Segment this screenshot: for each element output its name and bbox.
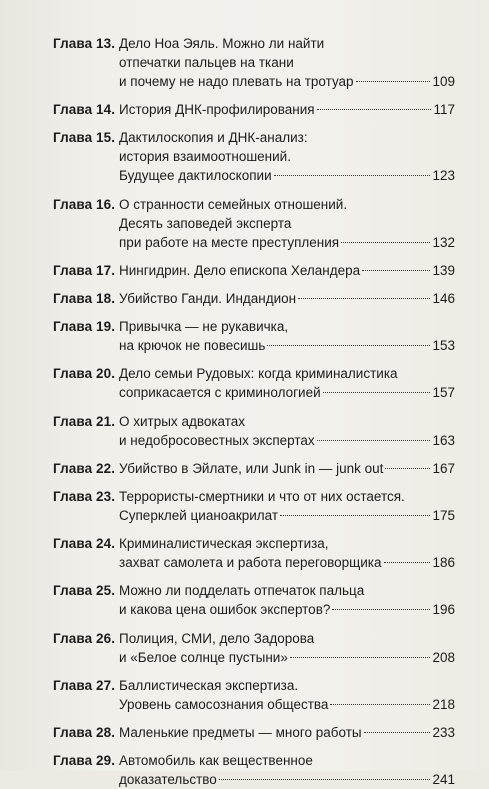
chapter-title <box>119 364 455 402</box>
dot-leader <box>356 81 431 82</box>
title-text: О хитрых адвокатах <box>119 413 246 429</box>
title-line <box>119 383 455 402</box>
title-line <box>119 676 455 695</box>
page-number: 186 <box>432 555 455 571</box>
page-number: 157 <box>432 385 455 401</box>
dot-leader <box>219 779 431 780</box>
title-line <box>119 128 455 147</box>
chapter-title <box>119 195 455 252</box>
title-line <box>119 72 455 91</box>
title-line <box>119 233 455 252</box>
chapter-title <box>119 317 455 355</box>
chapter-number: Глава 23. <box>53 489 116 504</box>
chapter-number: Глава 13. <box>53 36 116 51</box>
chapter-number: Глава 16. <box>53 196 116 212</box>
title-line <box>119 459 455 478</box>
title-text: Криминалистическая экспертиза, <box>119 536 329 552</box>
title-line <box>119 289 455 308</box>
chapter-title <box>119 34 455 91</box>
dot-leader <box>362 270 430 271</box>
chapter-number: Глава 25. <box>53 583 116 599</box>
title-text: Можно ли подделать отпечаток пальца <box>119 583 365 599</box>
title-line <box>119 648 455 667</box>
page-number: 218 <box>432 696 455 712</box>
dot-leader <box>364 732 431 733</box>
title-text: Уровень самосознания общества <box>119 696 329 712</box>
title-line <box>119 100 455 119</box>
title-line <box>119 214 455 233</box>
title-text: доказательство <box>119 772 217 788</box>
title-text: Дело семьи Рудовых: когда криминалистика <box>119 366 398 382</box>
title-line <box>119 53 455 72</box>
page-number: 196 <box>432 602 455 618</box>
title-line <box>119 412 455 431</box>
dot-leader <box>317 440 431 441</box>
page-number: 139 <box>432 262 455 278</box>
title-text: История ДНК-профилирования <box>119 102 315 118</box>
title-line <box>119 34 455 53</box>
page-number: 109 <box>432 74 455 89</box>
title-line <box>119 336 455 355</box>
page-number: 146 <box>432 291 455 306</box>
page-number: 241 <box>432 772 455 788</box>
page-number: 123 <box>432 168 455 184</box>
title-text: Будущее дактилоскопии <box>119 168 272 184</box>
title-text: Привычка — не рукавичка, <box>119 319 289 335</box>
page-number: 132 <box>432 234 455 250</box>
chapter-title <box>119 723 455 742</box>
chapter-number: Глава 29. <box>53 753 116 769</box>
dot-leader <box>280 515 430 516</box>
chapter-title <box>119 261 455 280</box>
page-number: 175 <box>432 508 455 523</box>
title-line <box>119 629 455 648</box>
title-text: на крючок не повесишь <box>119 338 266 354</box>
title-line <box>119 695 455 714</box>
title-line <box>119 317 455 336</box>
dot-leader <box>385 468 430 469</box>
chapter-number: Глава 19. <box>53 319 116 335</box>
chapter-number: Глава 21. <box>53 413 116 429</box>
title-text: Дело Ноа Эяль. Можно ли найти <box>119 36 325 51</box>
title-line <box>119 581 455 600</box>
chapter-title <box>119 676 455 714</box>
chapter-title <box>119 459 455 478</box>
page-number: 167 <box>432 460 455 476</box>
title-line <box>119 261 455 280</box>
chapter-number: Глава 18. <box>53 291 116 306</box>
title-text: и недобросовестных экспертах <box>119 432 315 448</box>
title-text: Нингидрин. Дело епископа Хеландера <box>119 262 361 278</box>
chapter-title <box>119 629 455 667</box>
dot-leader <box>290 657 431 658</box>
chapter-number: Глава 26. <box>53 630 116 646</box>
dot-leader <box>323 392 431 393</box>
title-line <box>119 553 455 572</box>
title-text: история взаимоотношений. <box>119 149 291 165</box>
dot-leader <box>330 704 430 705</box>
chapter-number: Глава 20. <box>53 366 116 382</box>
title-text: Баллистическая экспертиза. <box>119 677 299 693</box>
title-text: Маленькие предметы — много работы <box>119 725 362 740</box>
title-text: отпечатки пальцев на ткани <box>119 55 294 70</box>
page-number: 233 <box>432 725 455 740</box>
dot-leader <box>274 175 431 176</box>
title-text: и «Белое солнце пустыни» <box>119 649 288 665</box>
title-line <box>119 770 455 789</box>
title-text: Суперклей цианоакрилат <box>119 508 279 523</box>
title-text: Полиция, СМИ, дело Задорова <box>119 630 315 646</box>
chapter-number: Глава 14. <box>53 102 116 118</box>
title-text: Убийство в Эйлате, или Junk in — junk out <box>119 460 384 476</box>
title-text: при работе на месте преступления <box>119 234 340 250</box>
chapter-title <box>119 128 455 185</box>
chapter-title <box>119 534 455 572</box>
dot-leader <box>341 242 430 243</box>
title-line <box>119 751 455 770</box>
title-text: Десять заповедей эксперта <box>119 215 292 231</box>
chapter-number: Глава 22. <box>53 460 116 476</box>
chapter-number: Глава 15. <box>53 130 116 146</box>
title-line <box>119 166 455 185</box>
chapter-number: Глава 17. <box>53 262 116 278</box>
title-text: Террористы-смертники и что от них остается. <box>119 489 405 504</box>
title-line <box>119 506 455 525</box>
title-line <box>119 431 455 450</box>
page-number: 117 <box>433 102 455 118</box>
title-text: О странности семейных отношений. <box>119 196 348 212</box>
title-line <box>119 147 455 166</box>
page-number: 208 <box>432 649 455 665</box>
title-line <box>119 723 455 742</box>
dot-leader <box>298 298 430 299</box>
title-line <box>119 364 455 383</box>
title-text: и какова цена ошибок экспертов? <box>119 602 331 618</box>
chapter-title <box>119 289 455 308</box>
dot-leader <box>267 345 430 346</box>
chapter-title <box>119 100 455 119</box>
title-text: Автомобиль как вещественное <box>119 753 313 769</box>
title-text: Дактилоскопия и ДНК-анализ: <box>119 130 308 146</box>
chapter-number: Глава 24. <box>53 536 116 552</box>
title-text: соприкасается с криминологией <box>119 385 321 401</box>
chapter-number: Глава 27. <box>53 677 116 693</box>
chapter-title <box>119 751 455 789</box>
dot-leader <box>384 562 431 563</box>
chapter-title <box>119 487 455 525</box>
page-number: 153 <box>432 338 455 354</box>
dot-leader <box>332 609 430 610</box>
title-text: Убийство Ганди. Индандион <box>119 291 297 306</box>
title-line <box>119 195 455 214</box>
page-number: 163 <box>432 432 455 448</box>
title-line <box>119 534 455 553</box>
title-text: захват самолета и работа переговорщика <box>119 555 382 571</box>
dot-leader <box>317 109 432 110</box>
title-line <box>119 487 455 506</box>
chapter-title <box>119 581 455 619</box>
title-text: и почему не надо плевать на тротуар <box>119 74 354 89</box>
chapter-title <box>119 412 455 450</box>
chapter-number: Глава 28. <box>53 725 116 740</box>
title-line <box>119 600 455 619</box>
